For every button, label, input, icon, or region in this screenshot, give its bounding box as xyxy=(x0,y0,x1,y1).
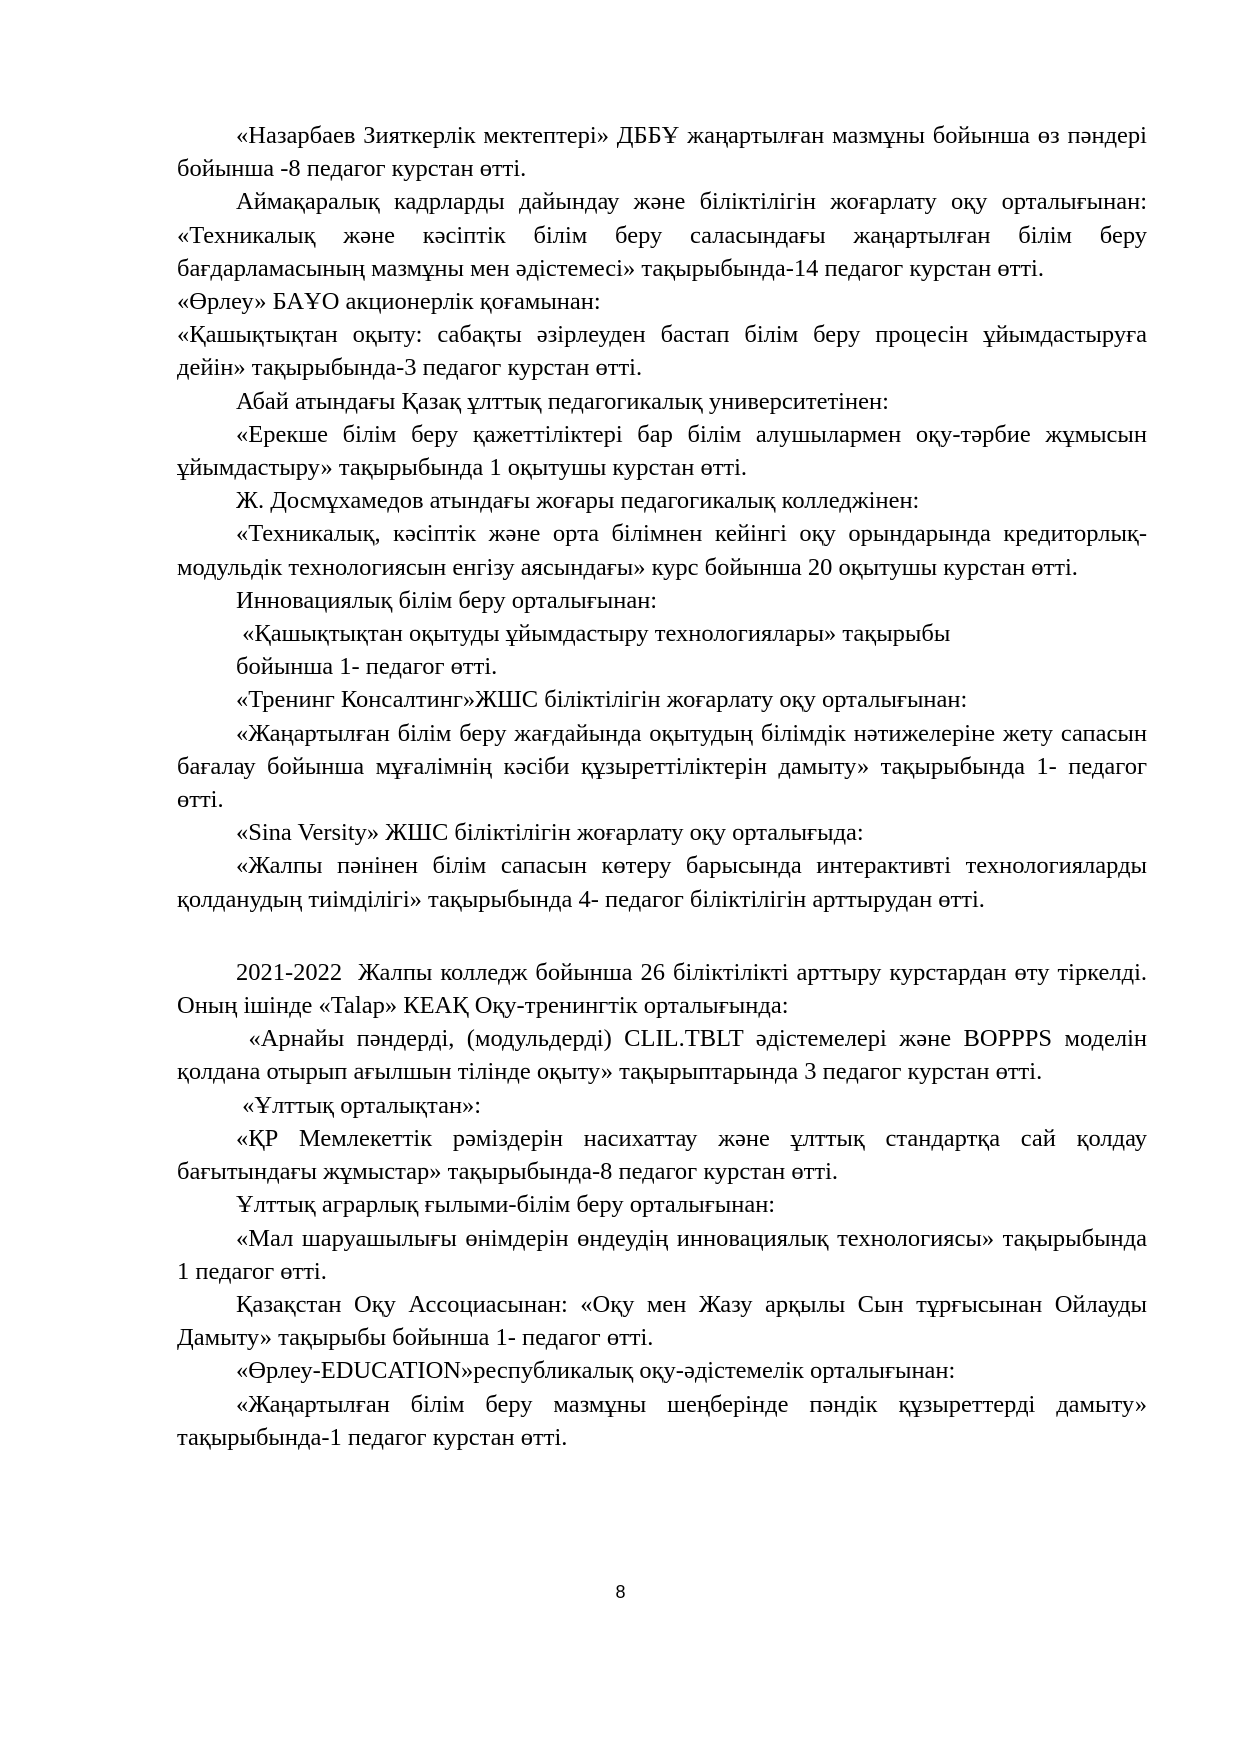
paragraph-distance-learning: «Қашықтықтан оқыту: сабақты әзірлеуден бастап білім беру процесін ұйымдастыруға дейін» тақырыбында-3 педагог курстан өтті. xyxy=(177,321,1147,382)
paragraph-state-symbols: «ҚР Мемлекеттік рәміздерін насихаттау және ұлттық стандартқа сай қолдау бағытындағы жұмыстар» тақырыбында-8 педагог курстан өтті. xyxy=(177,1124,1147,1186)
paragraph-agrarian-center: Ұлттық аграрлық ғылыми-білім беру орталығынан: xyxy=(236,1191,776,1219)
paragraph-national-center: «Ұлттық орталықтан»: xyxy=(236,1091,482,1119)
paragraph-special-needs: «Ерекше білім беру қажеттіліктері бар білім алушылармен оқу-тәрбие жұмысын ұйымдастыру» тақырыбында 1 оқытушы курстан өтті. xyxy=(177,420,1147,482)
paragraph-nis-courses: «Назарбаев Зияткерлік мектептері» ДББҰ жаңартылған мазмұны бойынша өз пәндері бойынша -8 педагог курстан өтті. xyxy=(177,122,1147,183)
paragraph-orleu-education: «Өрлеу-EDUCATION»республикалық оқу-әдістемелік орталығынан: xyxy=(236,1357,956,1385)
paragraph-subject-competencies: «Жаңартылған білім беру мазмұны шеңберінде пәндік құзыреттерді дамыту» тақырыбында-1 педагог курстан өтті. xyxy=(177,1390,1147,1451)
paragraph-orleu-heading: «Өрлеу» БАҰО акционерлік қоғамынан: xyxy=(177,288,601,316)
paragraph-credit-modular: «Техникалық, кәсіптік және орта білімнен кейінгі оқу орындарында кредиторлық- модульдік технологиясын енгізу аясындағы» курс бойынша 20 оқытушы курстан өтті. xyxy=(177,520,1147,581)
paragraph-reading-association: Қазақстан Оқу Ассоциасынан: «Оқу мен Жазу арқылы Сын тұрғысынан Ойлауды Дамыту» тақырыбы бойынша 1- педагог өтті. xyxy=(177,1290,1147,1352)
paragraph-abai-university: Абай атындағы Қазақ ұлттық педагогикалық университетінен: xyxy=(236,387,889,415)
paragraph-updated-education: «Жаңартылған білім беру жағдайында оқытудың білімдік нәтижелеріне жету сапасын бағалау бойынша мұғалімнің кәсіби құзыреттіліктерін дамыту» тақырыбында 1- педагог өтті. xyxy=(177,719,1147,814)
paragraph-livestock-tech: «Мал шаруашылығы өнімдерін өндеудің инновациялық технологиясы» тақырыбында 1 педагог өтті. xyxy=(177,1224,1147,1285)
document-body xyxy=(177,119,1154,1454)
paragraph-sina-versity: «Sina Versity» ЖШС біліктілігін жоғарлату оқу орталығыда: xyxy=(236,819,864,847)
paragraph-gap xyxy=(177,916,1147,956)
paragraph-dosmukhamedov-college: Ж. Досмұхамедов атындағы жоғары педагогикалық колледжінен: xyxy=(236,487,920,515)
paragraph-interregional-center: Аймақаралық кадрларды дайындау және біліктілігін жоғарлату оқу орталығынан: «Техникалық және кәсіптік білім беру саласындағы жаңартылған білім беру бағдарламасының мазмұны мен әдістемесі» тақырыбында-14 педагог курстан өтті. xyxy=(177,188,1147,282)
paragraph-clil-tblt: «Арнайы пәндерді, (модульдерді) CLIL.TBLT әдістемелері және BOPPPS моделін қолдана отырып ағылшын тілінде оқыту» тақырыптарында 3 педагог курстан өтті. xyxy=(177,1025,1154,1086)
paragraph-distance-tech-cont: бойынша 1- педагог өтті. xyxy=(236,653,498,681)
paragraph-distance-tech: «Қашықтықтан оқытуды ұйымдастыру технологиялары» тақырыбы xyxy=(236,620,951,648)
paragraph-innovation-center: Инновациялық білім беру орталығынан: xyxy=(236,586,658,614)
page-number: 8 xyxy=(615,1582,626,1602)
paragraph-2021-2022-summary: 2021-2022 Жалпы колледж бойынша 26 біліктілікті арттыру курстардан өту тіркелді. Оның ішінде «Talap» КЕАҚ Оқу-тренингтік орталығында: xyxy=(177,958,1154,1020)
paragraph-training-consulting: «Тренинг Консалтинг»ЖШС біліктілігін жоғарлату оқу орталығынан: xyxy=(236,686,968,714)
paragraph-interactive-tech: «Жалпы пәнінен білім сапасын көтеру барысында интерактивті технологияларды қолданудың тиімділігі» тақырыбында 4- педагог біліктілігін арттырудан өтті. xyxy=(177,852,1147,913)
